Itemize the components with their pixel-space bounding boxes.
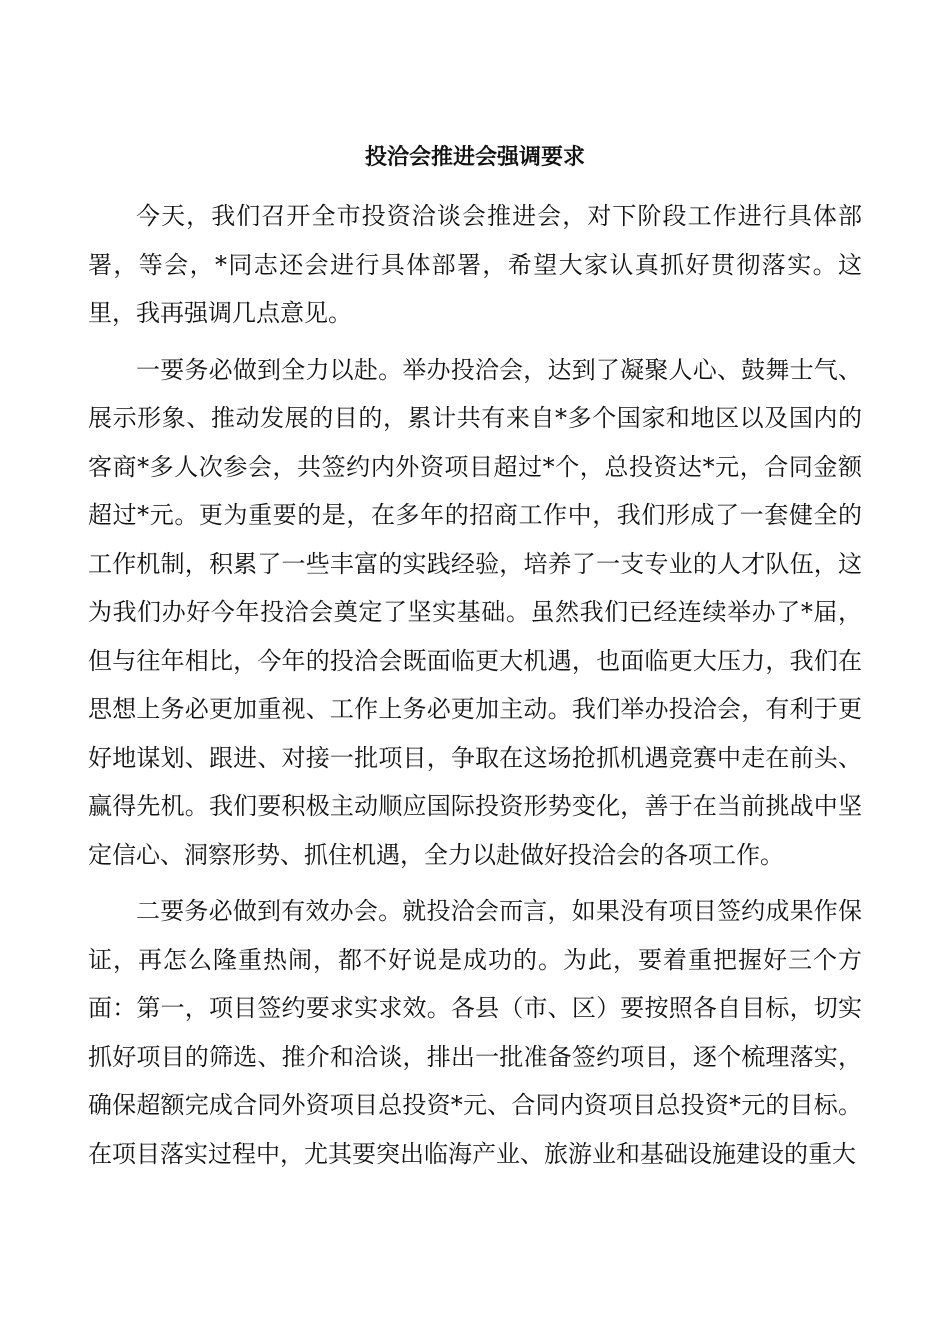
paragraph-intro: 今天，我们召开全市投资洽谈会推进会，对下阶段工作进行具体部署，等会，*同志还会进行具体部署，希望大家认真抓好贯彻落实。这里，我再强调几点意见。 xyxy=(88,202,862,327)
paragraph-point-one: 一要务必做到全力以赴。举办投洽会，达到了凝聚人心、鼓舞士气、展示形象、推动发展的目的，累计共有来自*多个国家和地区以及国内的客商*多人次参会，共签约内外资项目超过*个，总投资达*元，合同金额超过*元。更为重要的是，在多年的招商工作中，我们形成了一套健全的工作机制，积累了一些丰富的实践经验，培养了一支专业的人才队伍，这为我们办好今年投洽会奠定了坚实基础。虽然我们已经连续举办了*届，但与往年相比，今年的投洽会既面临更大机遇，也面临更大压力，我们在思想上务必更加重视、工作上务必更加主动。我们举办投洽会，有利于更好地谋划、跟进、对接一批项目，争取在这场抢抓机遇竞赛中走在前头、赢得先机。我们要积极主动顺应国际投资形势变化，善于在当前挑战中坚定信心、洞察形势、抓住机遇，全力以赴做好投洽会的各项工作。 xyxy=(88,355,862,869)
document-title: 投洽会推进会强调要求 xyxy=(364,144,585,170)
paragraph-point-two: 二要务必做到有效办会。就投洽会而言，如果没有项目签约成果作保证，再怎么隆重热闹，都不好说是成功的。为此，要着重把握好三个方面：第一，项目签约要求实求效。各县（市、区）要按照各自目标，切实抓好项目的筛选、推介和洽谈，排出一批准备签约项目，逐个梳理落实，确保超额完成合同外资项目总投资*元、合同内资项目总投资*元的目标。在项目落实过程中，尤其要突出临海产业、旅游业和基础设施建设的重大 xyxy=(88,897,862,1168)
document-body xyxy=(88,192,862,1186)
